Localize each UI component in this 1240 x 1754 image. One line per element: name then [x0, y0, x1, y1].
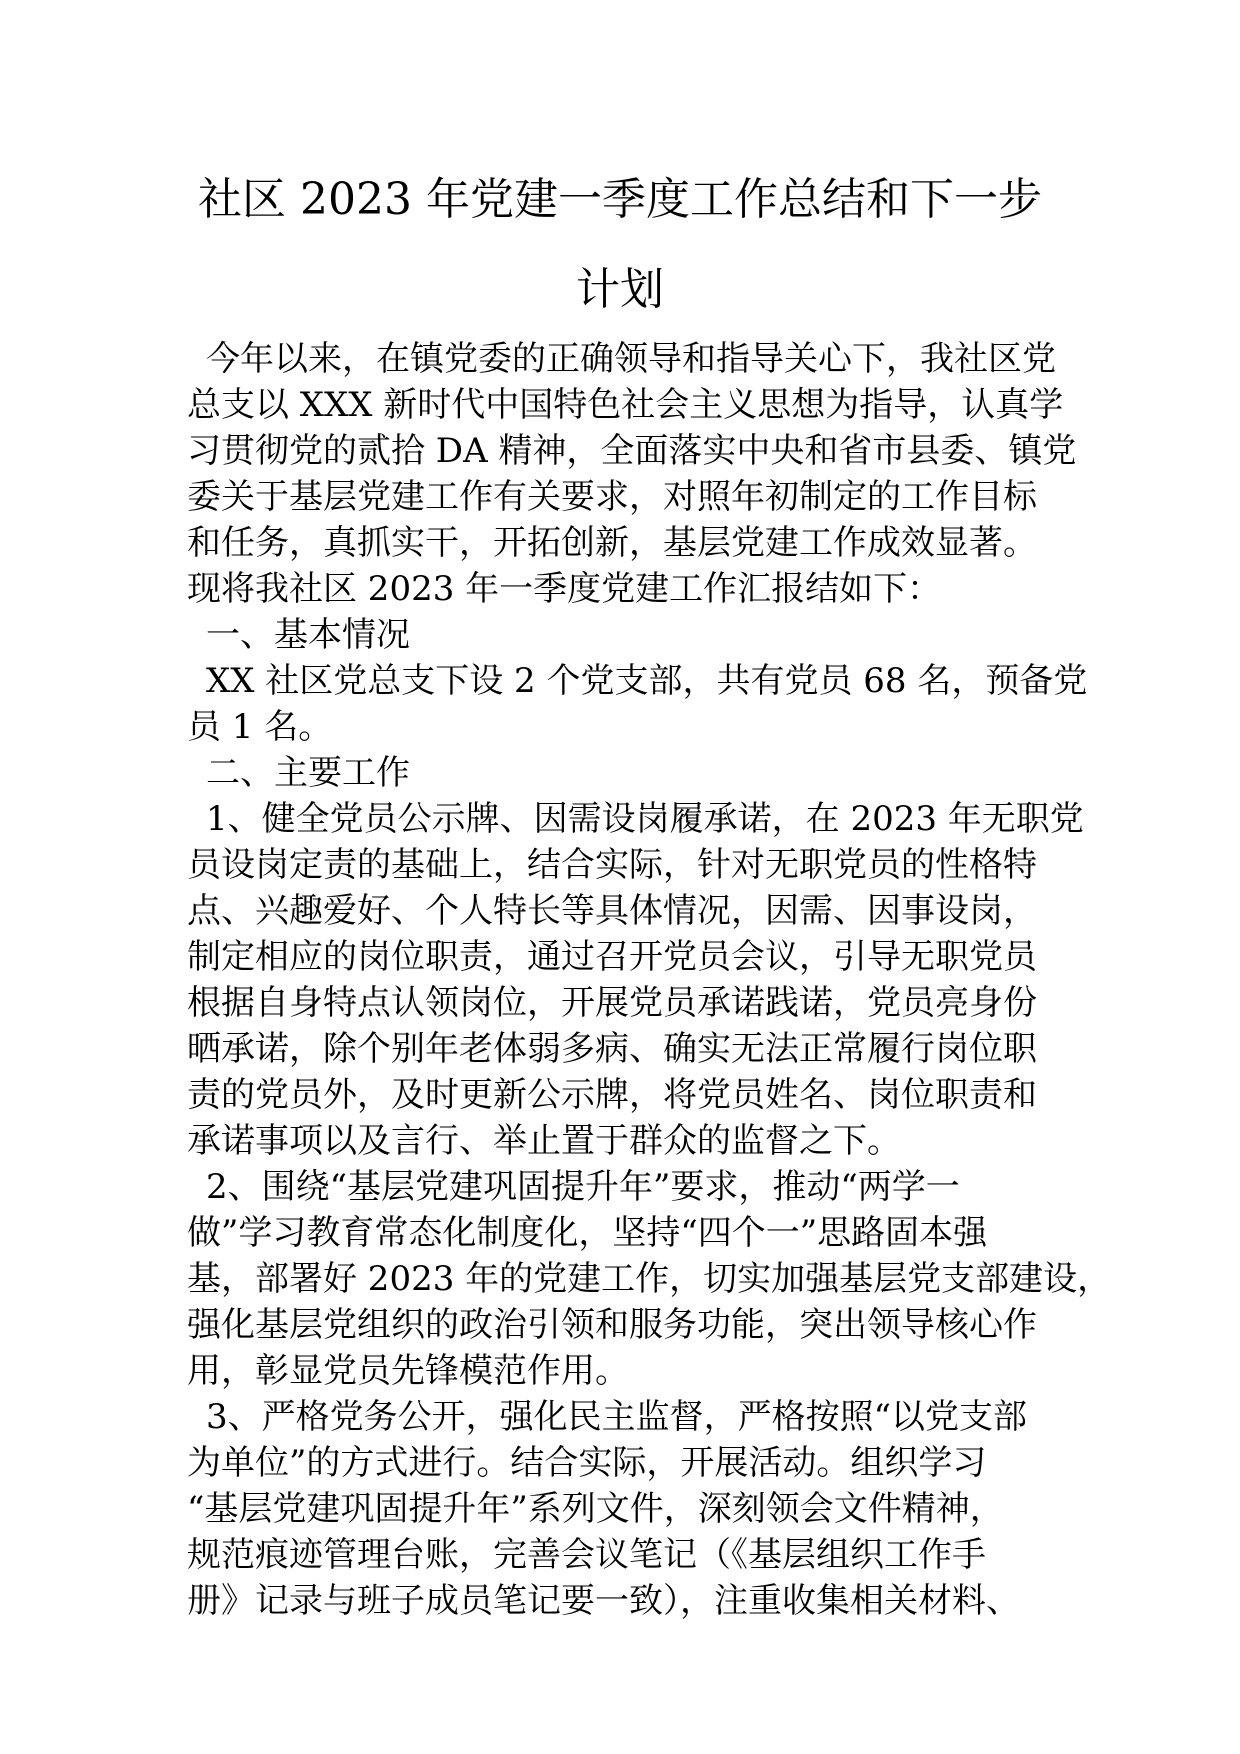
paragraph-line: XX 社区党总支下设 2 个党支部，共有党员 68 名，预备党 [206, 661, 1088, 701]
paragraph-line: 3、严格党务公开，强化民主监督，严格按照“以党支部 [206, 1397, 1028, 1437]
paragraph-line: 现将我社区 2023 年一季度党建工作汇报结如下： [187, 569, 942, 609]
paragraph-line: 册》记录与班子成员笔记要一致），注重收集相关材料、 [187, 1581, 1020, 1621]
paragraph-line: 做”学习教育常态化制度化，坚持“四个一”思路固本强 [187, 1213, 988, 1253]
paragraph-line: 用，彰显党员先锋模范作用。 [187, 1351, 629, 1391]
document-body [187, 336, 1112, 1624]
paragraph-line: 今年以来，在镇党委的正确领导和指导关心下，我社区党 [206, 339, 1056, 379]
section-heading: 二、主要工作 [206, 753, 410, 793]
document-title-line-1: 社区 2023 年党建一季度工作总结和下一步 [198, 174, 1042, 225]
paragraph-line: 强化基层党组织的政治引领和服务功能，突出领导核心作 [187, 1305, 1037, 1345]
paragraph-line: 2、围绕“基层党建巩固提升年”要求，推动“两学一 [206, 1167, 960, 1207]
paragraph-line: “基层党建巩固提升年”系列文件，深刻领会文件精神， [187, 1489, 1004, 1529]
document-title-line-2: 计划 [576, 264, 664, 315]
paragraph-line: 习贯彻党的贰拾 DA 精神，全面落实中央和省市县委、镇党 [187, 431, 1077, 471]
paragraph-line: 点、兴趣爱好、个人特长等具体情况，因需、因事设岗， [187, 891, 1037, 931]
paragraph-line: 责的党员外，及时更新公示牌，将党员姓名、岗位职责和 [187, 1075, 1037, 1115]
paragraph-line: 为单位”的方式进行。结合实际，开展活动。组织学习 [187, 1443, 987, 1483]
paragraph-line: 承诺事项以及言行、举止置于群众的监督之下。 [187, 1121, 901, 1161]
paragraph-line: 1、健全党员公示牌、因需设岗履承诺，在 2023 年无职党 [206, 799, 1084, 839]
paragraph-line: 基，部署好 2023 年的党建工作，切实加强基层党支部建设， [187, 1259, 1112, 1299]
paragraph-line: 规范痕迹管理台账，完善会议笔记（《基层组织工作手 [187, 1535, 986, 1575]
paragraph-line: 晒承诺，除个别年老体弱多病、确实无法正常履行岗位职 [187, 1029, 1037, 1069]
paragraph-line: 根据自身特点认领岗位，开展党员承诺践诺，党员亮身份 [187, 983, 1037, 1023]
paragraph-line: 制定相应的岗位职责，通过召开党员会议，引导无职党员 [187, 937, 1037, 977]
paragraph-line: 员 1 名。 [187, 707, 333, 747]
paragraph-line: 委关于基层党建工作有关要求，对照年初制定的工作目标 [187, 477, 1037, 517]
paragraph-line: 员设岗定责的基础上，结合实际，针对无职党员的性格特 [187, 845, 1037, 885]
paragraph-line: 总支以 XXX 新时代中国特色社会主义思想为指导，认真学 [187, 385, 1064, 425]
section-heading: 一、基本情况 [206, 615, 410, 655]
paragraph-line: 和任务，真抓实干，开拓创新，基层党建工作成效显著。 [187, 523, 1037, 563]
